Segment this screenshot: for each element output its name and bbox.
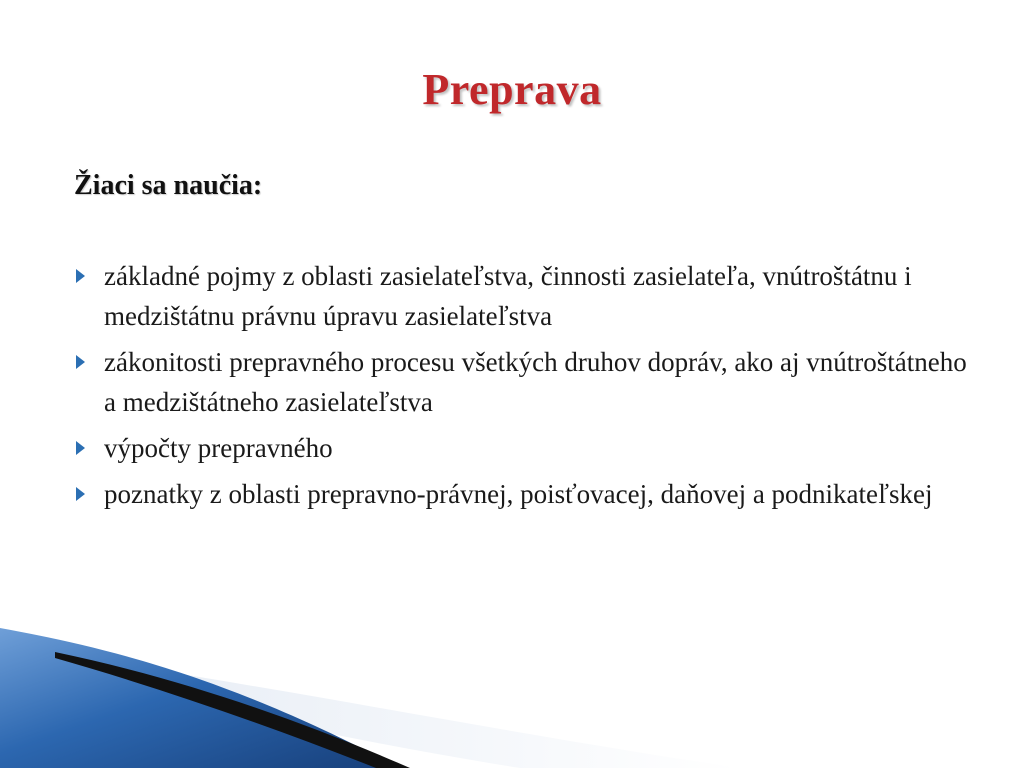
- triangle-bullet-icon: [76, 441, 85, 455]
- bullet-text: poznatky z oblasti prepravno-právnej, poisťovacej, daňovej a podnikateľskej: [104, 479, 933, 509]
- triangle-bullet-icon: [76, 269, 85, 283]
- bullet-list: [74, 256, 974, 520]
- triangle-bullet-icon: [76, 355, 85, 369]
- bullet-text: výpočty prepravného: [104, 433, 333, 463]
- list-item: [74, 474, 974, 514]
- bullet-text: zákonitosti prepravného procesu všetkých druhov dopráv, ako aj vnútroštátneho a medzištátneho zasielateľstva: [104, 347, 967, 417]
- subheading: Žiaci sa naučia:: [74, 170, 263, 201]
- list-item: [74, 342, 974, 422]
- list-item: [74, 428, 974, 468]
- list-item: [74, 256, 974, 336]
- bullet-text: základné pojmy z oblasti zasielateľstva, činnosti zasielateľa, vnútroštátnu i medzištátnu právnu úpravu zasielateľstva: [104, 261, 912, 331]
- decorative-swoosh: [0, 628, 1024, 768]
- triangle-bullet-icon: [76, 487, 85, 501]
- slide-title: Preprava: [422, 65, 602, 114]
